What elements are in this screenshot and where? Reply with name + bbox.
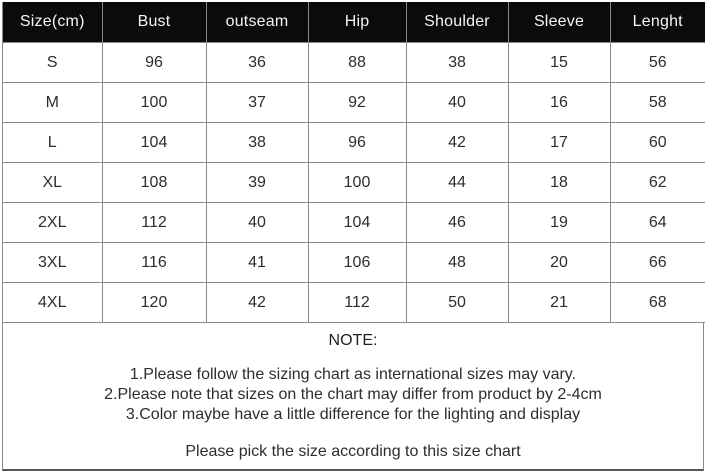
- table-row: [3, 243, 705, 283]
- table-cell: 40: [406, 83, 508, 123]
- notes-title: NOTE:: [328, 332, 378, 349]
- table-cell: 39: [206, 163, 308, 203]
- table-cell: 104: [308, 203, 406, 243]
- table-row: [3, 123, 705, 163]
- column-header-hip: Hip: [308, 2, 406, 43]
- table-cell: 60: [610, 123, 705, 163]
- table-cell: 112: [308, 283, 406, 323]
- column-header-sleeve: Sleeve: [508, 2, 610, 43]
- column-header-lenght: Lenght: [610, 2, 705, 43]
- table-cell: 42: [406, 123, 508, 163]
- note-line: 3.Color maybe have a little difference for the lighting and display: [125, 406, 581, 423]
- size-table: [3, 2, 705, 323]
- table-row: [3, 83, 705, 123]
- table-cell: 62: [610, 163, 705, 203]
- table-cell: 36: [206, 43, 308, 83]
- size-label-cell: M: [3, 83, 102, 123]
- column-header-shoulder: Shoulder: [406, 2, 508, 43]
- table-cell: 46: [406, 203, 508, 243]
- table-cell: 48: [406, 243, 508, 283]
- table-cell: 96: [308, 123, 406, 163]
- table-cell: 92: [308, 83, 406, 123]
- table-cell: 58: [610, 83, 705, 123]
- table-cell: 40: [206, 203, 308, 243]
- table-cell: 64: [610, 203, 705, 243]
- table-cell: 17: [508, 123, 610, 163]
- size-label-cell: S: [3, 43, 102, 83]
- notes-section: [3, 323, 703, 469]
- table-cell: 38: [206, 123, 308, 163]
- column-header-outseam: outseam: [206, 2, 308, 43]
- table-cell: 41: [206, 243, 308, 283]
- table-cell: 56: [610, 43, 705, 83]
- table-cell: 50: [406, 283, 508, 323]
- table-cell: 100: [102, 83, 206, 123]
- table-row: [3, 43, 705, 83]
- table-cell: 68: [610, 283, 705, 323]
- size-chart: [2, 2, 704, 471]
- table-cell: 96: [102, 43, 206, 83]
- table-cell: 112: [102, 203, 206, 243]
- table-cell: 42: [206, 283, 308, 323]
- table-cell: 116: [102, 243, 206, 283]
- table-row: [3, 203, 705, 243]
- notes-footer: Please pick the size according to this size chart: [185, 443, 521, 460]
- table-cell: 15: [508, 43, 610, 83]
- column-header-bust: Bust: [102, 2, 206, 43]
- table-cell: 18: [508, 163, 610, 203]
- table-cell: 106: [308, 243, 406, 283]
- note-line: 2.Please note that sizes on the chart may differ from product by 2-4cm: [104, 386, 602, 403]
- column-header-size: Size(cm): [3, 2, 102, 43]
- table-cell: 44: [406, 163, 508, 203]
- table-cell: 66: [610, 243, 705, 283]
- note-line: 1.Please follow the sizing chart as international sizes may vary.: [129, 366, 577, 383]
- table-cell: 21: [508, 283, 610, 323]
- size-label-cell: 3XL: [3, 243, 102, 283]
- header-row: [3, 2, 705, 43]
- table-row: [3, 283, 705, 323]
- table-cell: 100: [308, 163, 406, 203]
- table-cell: 120: [102, 283, 206, 323]
- table-cell: 20: [508, 243, 610, 283]
- table-cell: 37: [206, 83, 308, 123]
- table-cell: 19: [508, 203, 610, 243]
- notes-lines: [3, 365, 703, 425]
- table-cell: 88: [308, 43, 406, 83]
- table-cell: 38: [406, 43, 508, 83]
- size-label-cell: 2XL: [3, 203, 102, 243]
- table-cell: 16: [508, 83, 610, 123]
- table-cell: 104: [102, 123, 206, 163]
- size-label-cell: L: [3, 123, 102, 163]
- table-cell: 108: [102, 163, 206, 203]
- size-label-cell: XL: [3, 163, 102, 203]
- table-row: [3, 163, 705, 203]
- size-label-cell: 4XL: [3, 283, 102, 323]
